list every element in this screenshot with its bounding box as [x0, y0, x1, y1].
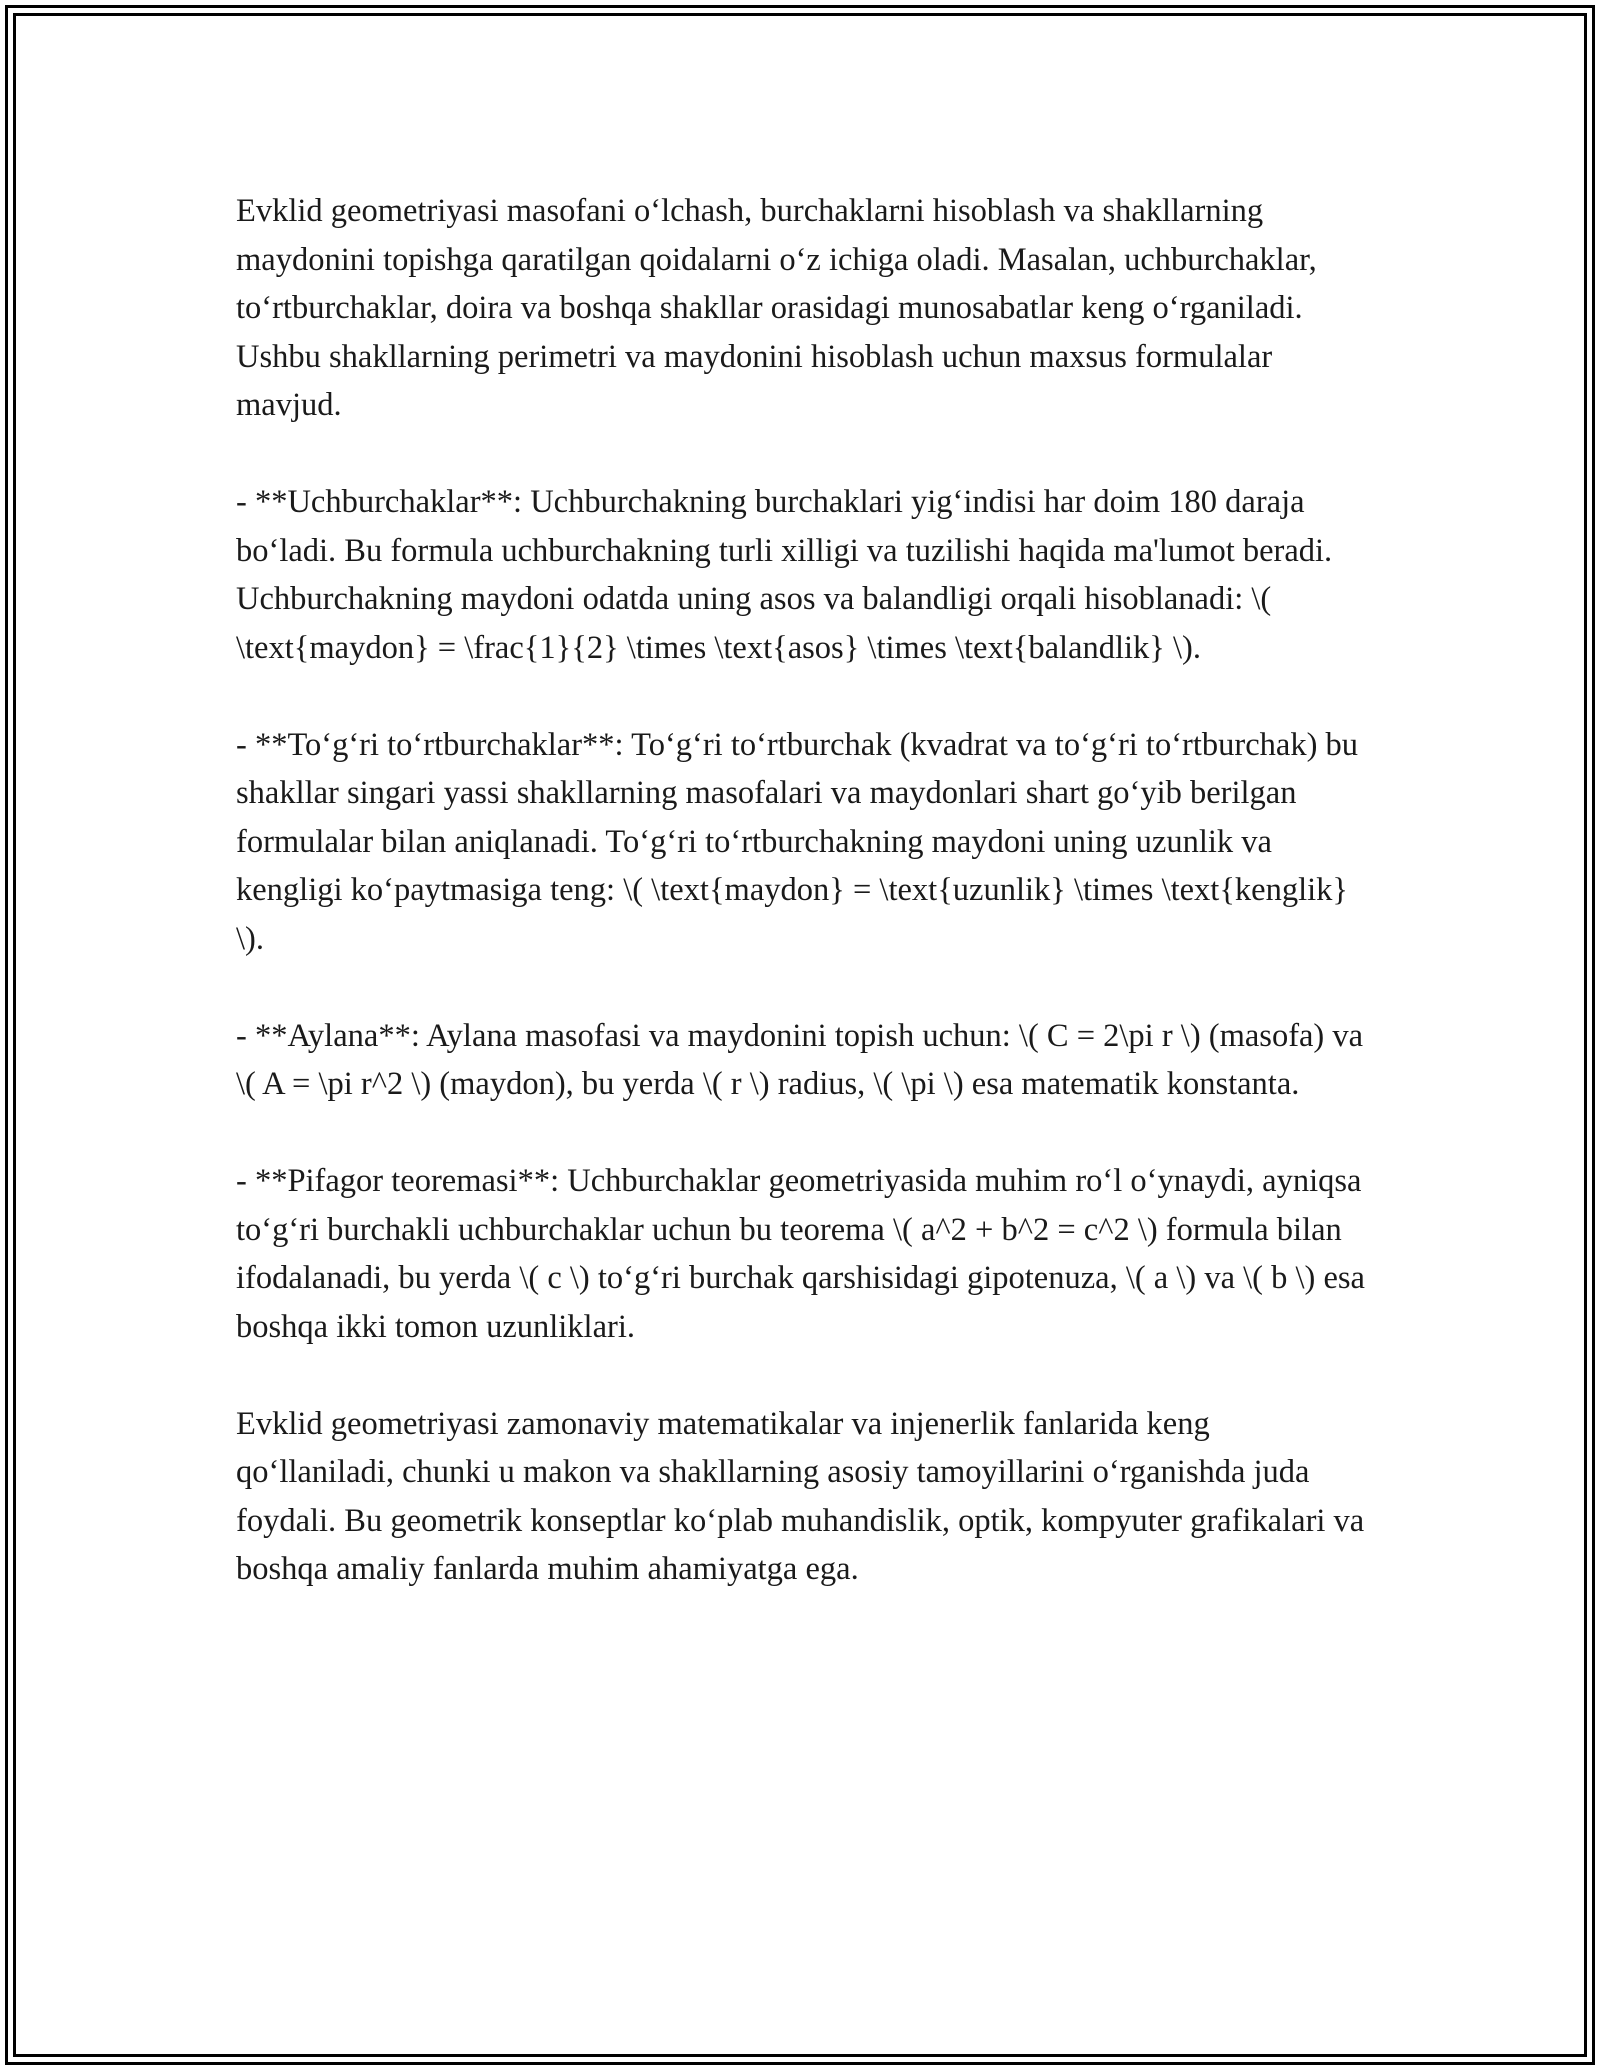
document-body — [236, 187, 1366, 1642]
paragraph-pifagor-teoremasi: - **Pifagor teoremasi**: Uchburchaklar geometriyasida muhim ro‘l o‘ynaydi, ayniqsa to‘g‘ri burchakli uchburchaklar uchun bu teorema \( a^2 + b^2 = c^2 \) formula bilan ifodalanadi, bu yerda \( c \) to‘g‘ri burchak qarshisidagi gipotenuza, \( a \) va \( b \) esa boshqa ikki tomon uzunliklari. — [236, 1163, 1365, 1345]
paragraph-intro: Evklid geometriyasi masofani o‘lchash, burchaklarni hisoblash va shakllarning maydonini topishga qaratilgan qoidalarni o‘z ichiga oladi. Masalan, uchburchaklar, to‘rtburchaklar, doira va boshqa shakllar orasidagi munosabatlar keng o‘rganiladi. Ushbu shakllarning perimetri va maydonini hisoblash uchun maxsus formulalar mavjud. — [236, 193, 1317, 423]
paragraph-uchburchaklar: - **Uchburchaklar**: Uchburchakning burchaklari yig‘indisi har doim 180 daraja bo‘ladi. Bu formula uchburchakning turli xilligi va tuzilishi haqida ma'lumot beradi. Uchburchakning maydoni odatda uning asos va balandligi orqali hisoblanadi: \( \text{maydon} = \frac{1}{2} \times \text{asos} \times \text{balandlik} \). — [236, 484, 1333, 666]
paragraph-conclusion: Evklid geometriyasi zamonaviy matematikalar va injenerlik fanlarida keng qo‘llaniladi, chunki u makon va shakllarning asosiy tamoyillarini o‘rganishda juda foydali. Bu geometrik konseptlar ko‘plab muhandislik, optik, kompyuter grafikalari va boshqa amaliy fanlarda muhim ahamiyatga ega. — [236, 1405, 1365, 1587]
paragraph-togri-tortburchaklar: - **To‘g‘ri to‘rtburchaklar**: To‘g‘ri to‘rtburchak (kvadrat va to‘g‘ri to‘rtburchak) bu shakllar singari yassi shakllarning masofalari va maydonlari shart go‘yib berilgan formulalar bilan aniqlanadi. To‘g‘ri to‘rtburchakning maydoni uning uzunlik va kengligi ko‘paytmasiga teng: \( \text{maydon} = \text{uzunlik} \times \text{kenglik} \). — [236, 726, 1359, 957]
paragraph-aylana: - **Aylana**: Aylana masofasi va maydonini topish uchun: \( C = 2\pi r \) (masofa) va \( A = \pi r^2 \) (maydon), bu yerda \( r \) radius, \( \pi \) esa matematik konstanta. — [236, 1017, 1364, 1102]
